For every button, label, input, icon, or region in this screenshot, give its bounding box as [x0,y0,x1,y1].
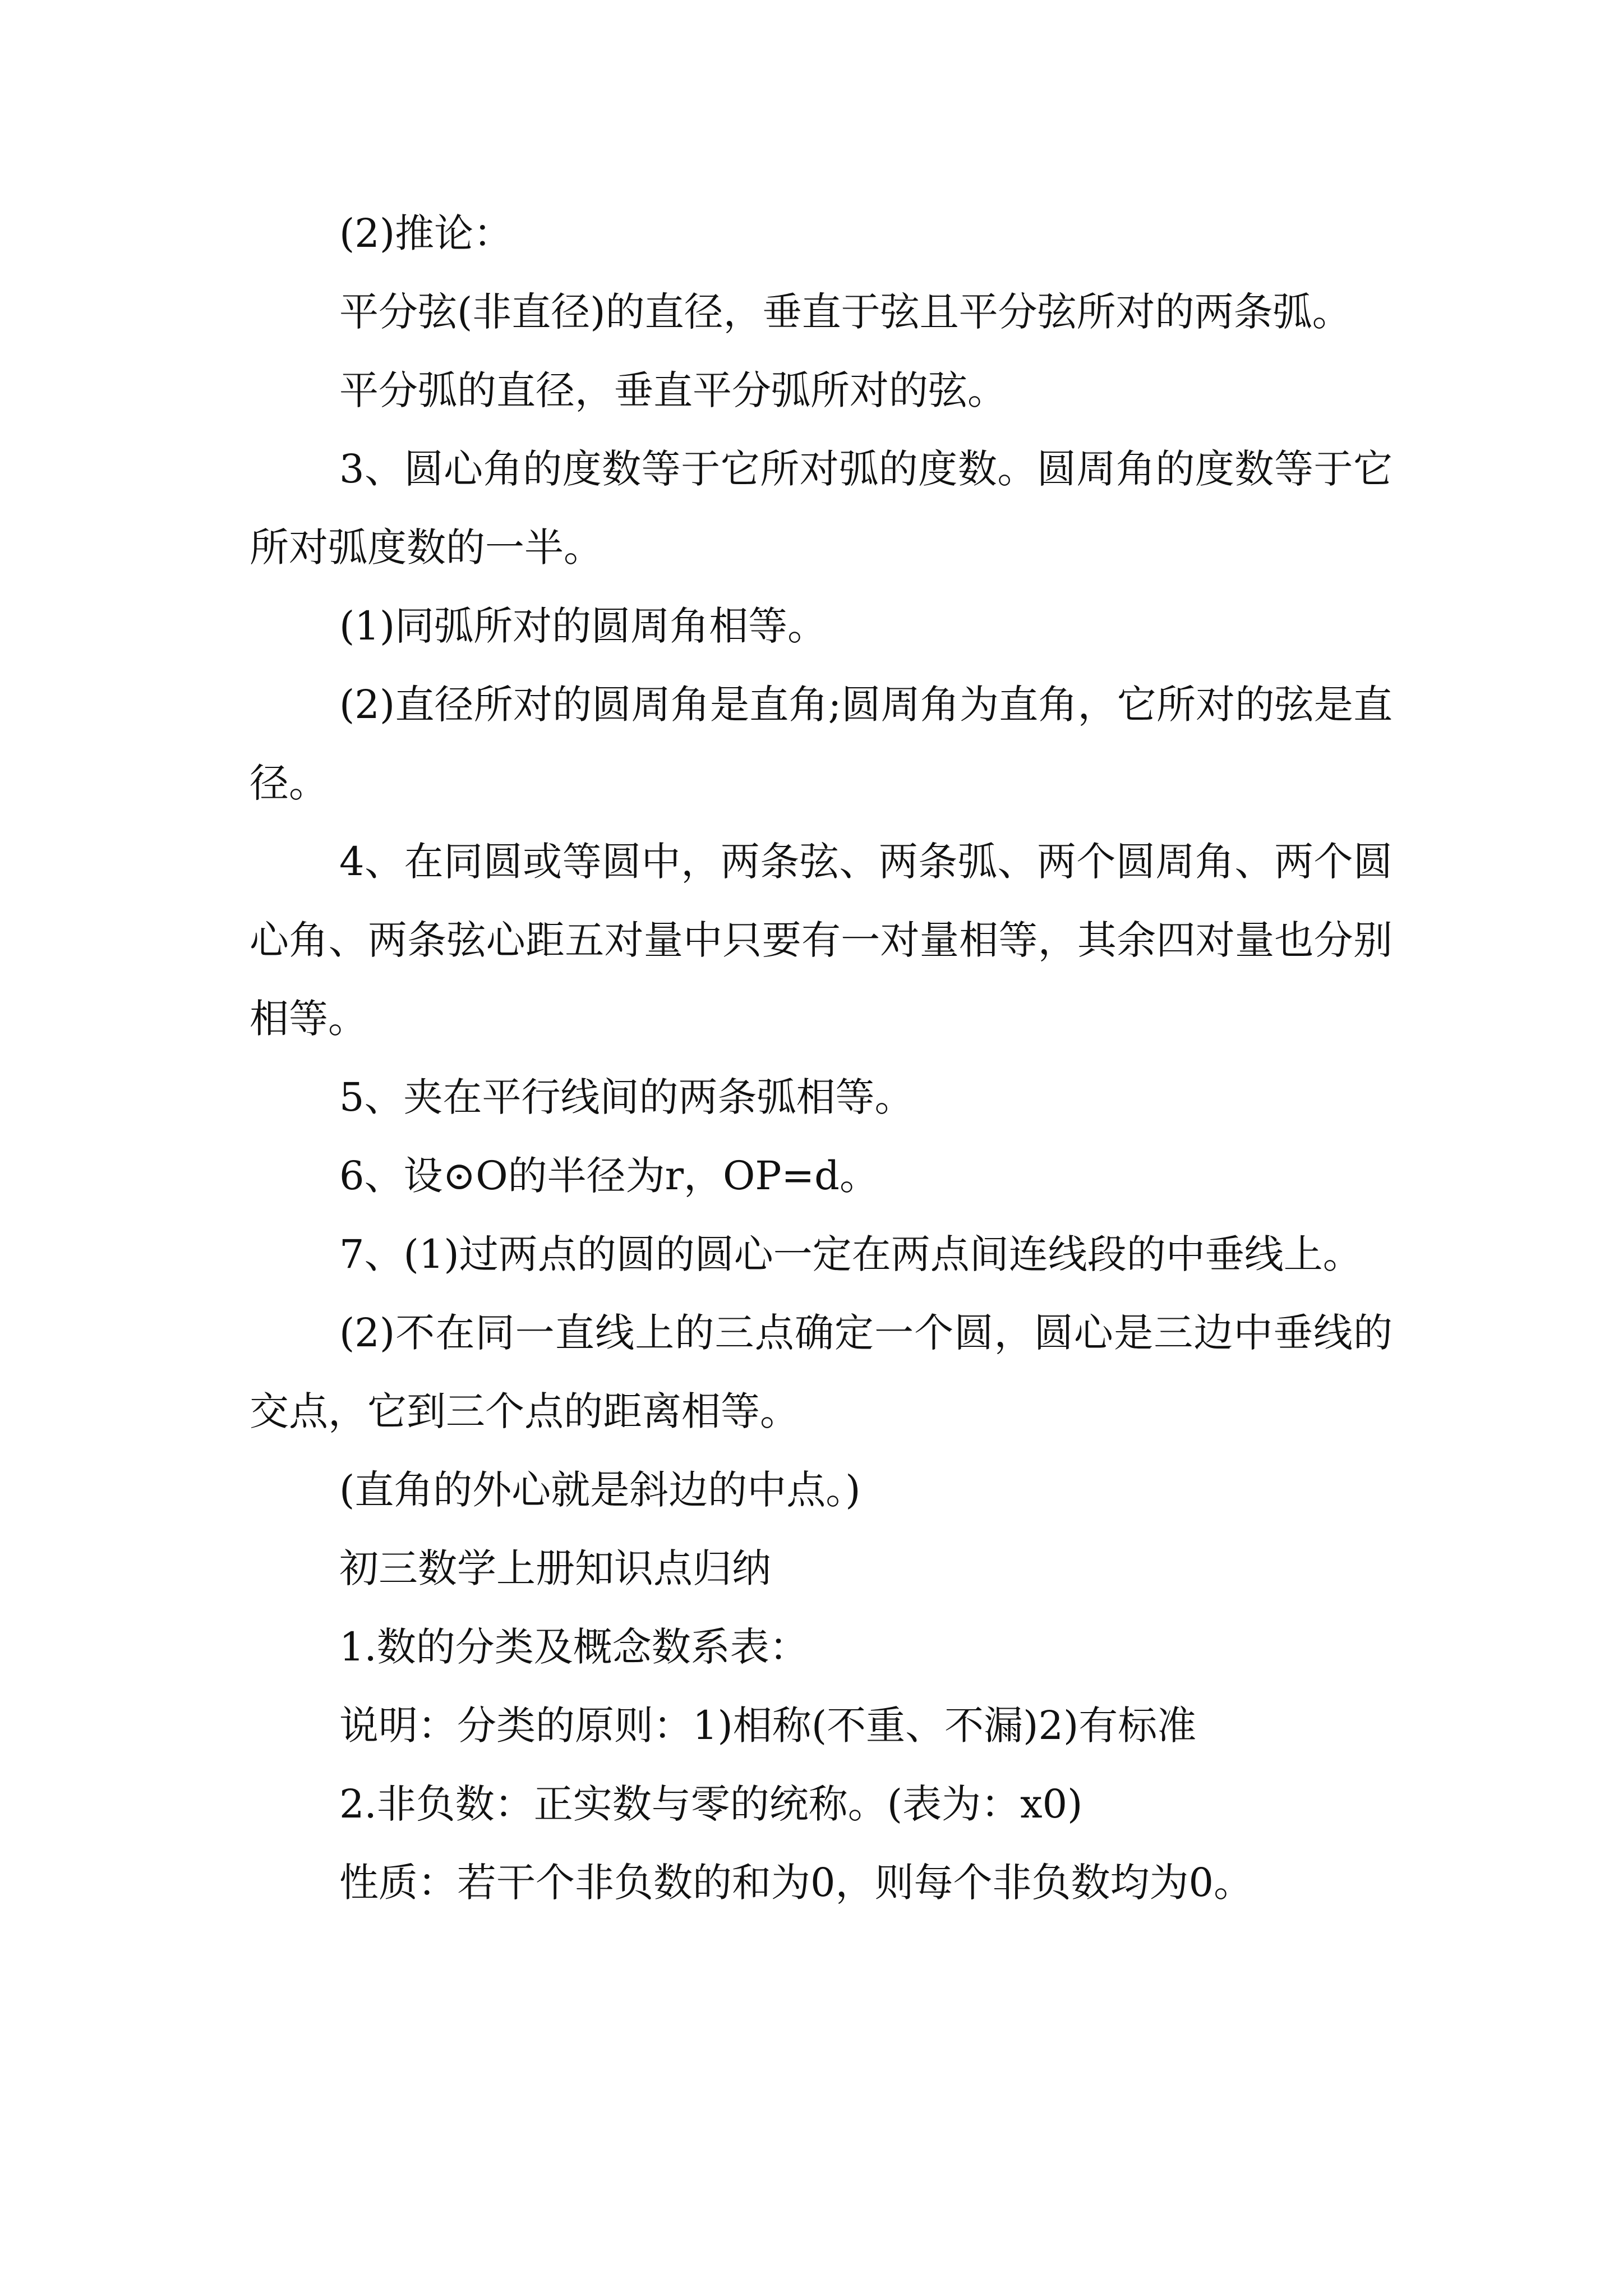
paragraph: 7、(1)过两点的圆的圆心一定在两点间连线段的中垂线上。 [339,1231,1362,1277]
paragraph: 4、在同圆或等圆中，两条弦、两条弧、两个圆周角、两个圆心角、两条弦心距五对量中只要有一对量相等，其余四对量也分别相等。 [250,839,1393,1042]
paragraph: 3、圆心角的度数等于它所对弧的度数。圆周角的度数等于它所对弧度数的一半。 [250,446,1393,570]
paragraph: (2)不在同一直线上的三点确定一个圆，圆心是三边中垂线的交点，它到三个点的距离相等。 [250,1310,1393,1434]
paragraph: 1.数的分类及概念数系表： [339,1624,809,1670]
paragraph: 性质：若干个非负数的和为0，则每个非负数均为0。 [339,1860,1253,1906]
paragraph: 平分弧的直径，垂直平分弧所对的弦。 [339,367,1007,413]
paragraph: 初三数学上册知识点归纳 [339,1545,771,1591]
paragraph: (1)同弧所对的圆周角相等。 [339,603,827,649]
paragraph: (直角的外心就是斜边的中点。) [339,1467,861,1513]
body-text [250,194,1393,1922]
paragraph: (2)直径所对的圆周角是直角;圆周角为直角，它所对的弦是直径。 [250,682,1393,806]
paragraph: 平分弦(非直径)的直径，垂直于弦且平分弦所对的两条弧。 [339,289,1352,335]
paragraph: 2.非负数：正实数与零的统称。(表为：x0) [339,1781,1083,1827]
paragraph: (2)推论： [339,210,513,256]
paragraph: 5、夹在平行线间的两条弧相等。 [339,1074,914,1120]
paragraph: 说明：分类的原则：1)相称(不重、不漏)2)有标准 [339,1703,1197,1749]
paragraph: 6、设⊙O的半径为r，OP=d。 [339,1153,879,1199]
